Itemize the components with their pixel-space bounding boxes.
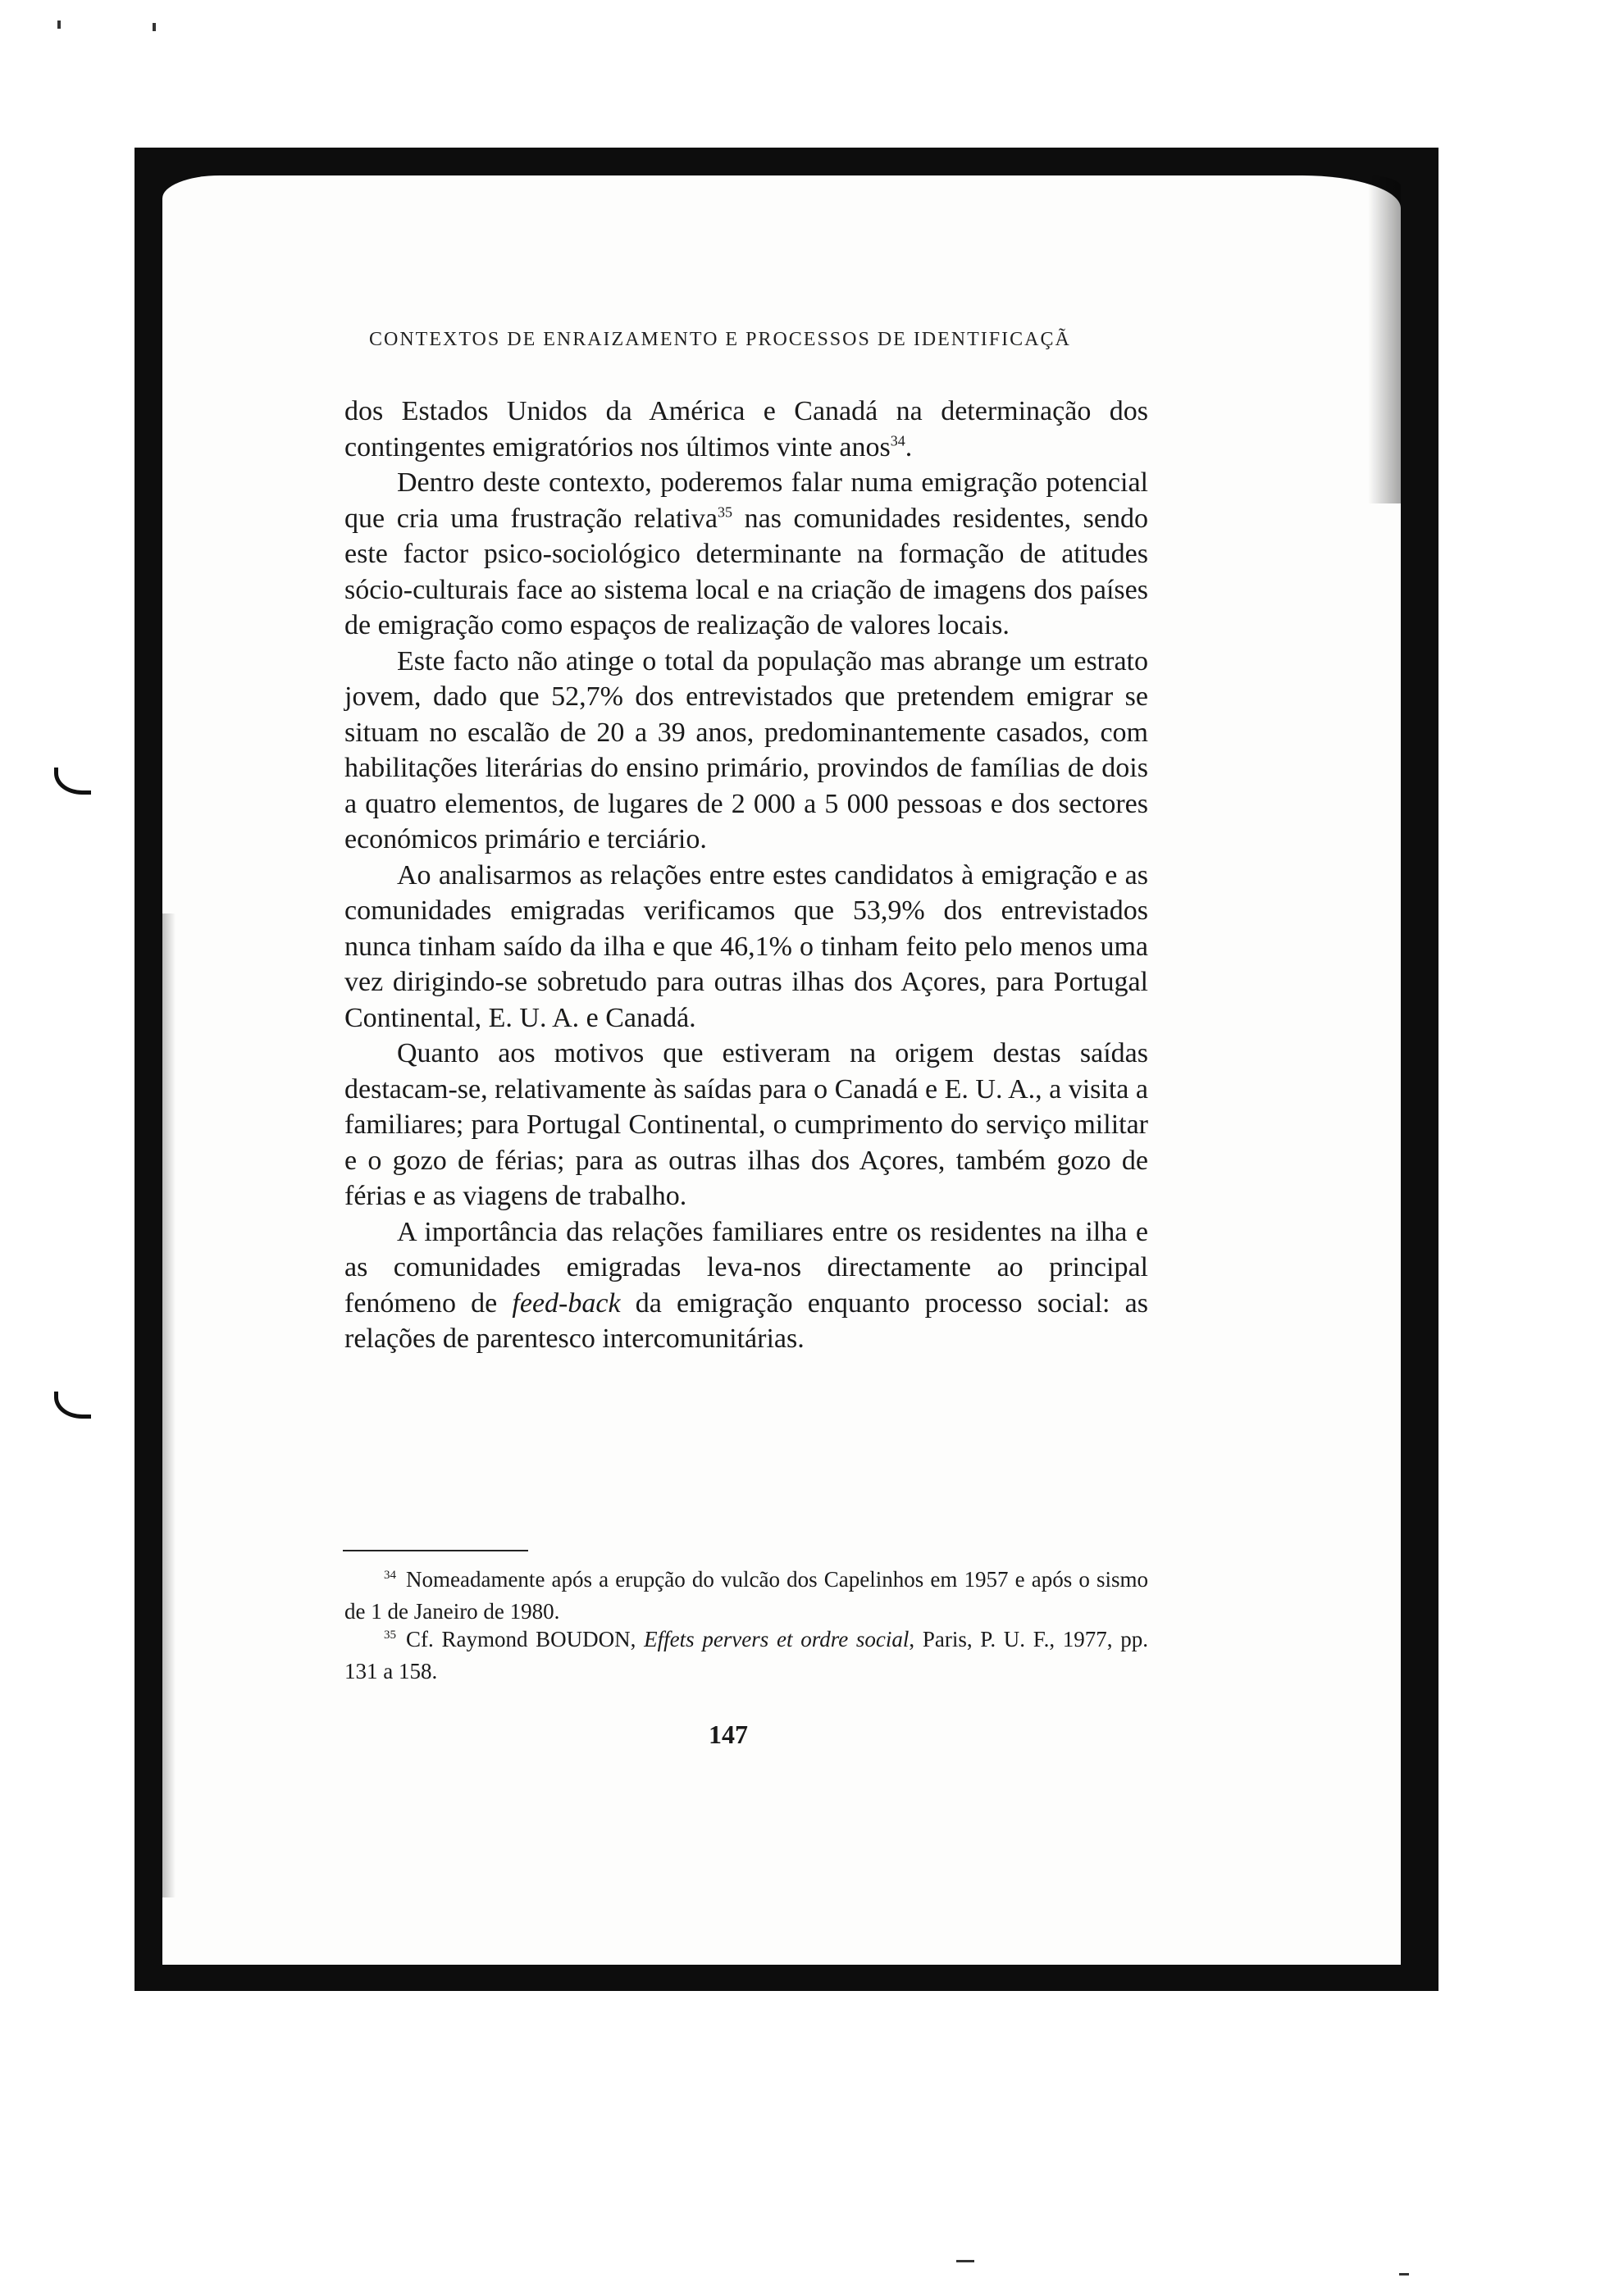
footnote-34-text: Nomeadamente após a erupção do vulcão dos Capelinhos em 1957 e após o sismo de 1 de Janeiro de 1980.: [344, 1567, 1148, 1624]
paragraph-5: [344, 1036, 1148, 1214]
paragraph-6: [344, 1214, 1148, 1357]
scan-speck: [956, 2260, 974, 2262]
footnote-35-end: , Paris, P. U. F., 1977, pp. 131 a 158.: [344, 1627, 1148, 1683]
margin-bracket-mark: [54, 1392, 91, 1419]
footnote-34: [344, 1565, 1148, 1625]
page-curl-shadow: [1368, 175, 1401, 503]
page-edge-shadow: [162, 913, 176, 1897]
paragraph-1-text: dos Estados Unidos da América e Canadá na determinação dos contingentes emigratórios nos últimos vinte anos: [344, 396, 1148, 462]
footnotes: [344, 1565, 1148, 1685]
footnote-ref-34: 34: [890, 432, 905, 449]
paragraph-3: [344, 644, 1148, 858]
paragraph-6-end: da emigração enquanto processo social: as relações de parentesco intercomunitárias.: [344, 1287, 1149, 1354]
page-number: 147: [709, 1720, 748, 1749]
margin-bracket-mark: [54, 768, 91, 795]
body-text: [344, 394, 1148, 1357]
scan-speck: [153, 23, 156, 31]
footnote-34-number: 34: [384, 1569, 396, 1582]
paragraph-1: [344, 394, 1148, 465]
paragraph-5-text: Quanto aos motivos que estiveram na origem destas saídas destacam-se, relativamente às saídas para o Canadá e E. U. A., a visita a familiares; para Portugal Continental, o cumprimento do serviço militar e o gozo de férias; para as outras ilhas dos Açores, também gozo de férias e as viagens de trabalho.: [344, 1038, 1148, 1211]
footnote-rule: [343, 1550, 528, 1551]
paragraph-4: [344, 858, 1148, 1036]
paragraph-1-end: .: [905, 431, 913, 462]
paragraph-2: [344, 465, 1148, 644]
footnote-35-title: Effets pervers et ordre social: [644, 1627, 910, 1651]
paragraph-4-text: Ao analisarmos as relações entre estes candidatos à emigração e as comunidades emigradas verificamos que 53,9% dos entrevistados nunca tinham saído da ilha e que 46,1% o tinham feito pelo menos uma vez dirigindo-se sobretudo para outras ilhas dos Açores, para Portugal Continental, E. U. A. e Canadá.: [344, 859, 1148, 1033]
scan-speck: [57, 20, 61, 29]
footnote-ref-35: 35: [717, 503, 732, 521]
paragraph-2-end: nas comunidades residentes, sendo este factor psico-sociológico determinante na formação de atitudes sócio-culturais face ao sistema local e na criação de imagens dos países de emigração como espaços de realização de valores locais.: [344, 503, 1148, 640]
paragraph-2-text: Dentro deste contexto, poderemos falar numa emigração potencial que cria uma frustração relativa: [344, 467, 1148, 534]
paragraph-6-italic-term: feed-back: [512, 1287, 621, 1319]
footnote-35-text: Cf. Raymond BOUDON,: [406, 1627, 645, 1651]
running-head: CONTEXTOS DE ENRAIZAMENTO E PROCESSOS DE IDENTIFICAÇÃ: [369, 329, 1071, 350]
footnote-35-number: 35: [384, 1629, 396, 1642]
footnote-35: [344, 1625, 1148, 1685]
scan-speck: [1399, 2273, 1409, 2276]
paragraph-3-text: Este facto não atinge o total da população mas abrange um estrato jovem, dado que 52,7% dos entrevistados que pretendem emigrar se situam no escalão de 20 a 39 anos, predominantemente casados, com habilitações literárias do ensino primário, provindos de famílias de dois a quatro elementos, de lugares de 2 000 a 5 000 pessoas e dos sectores económicos primário e terciário.: [344, 645, 1148, 854]
paragraph-6-text: A importância das relações familiares entre os residentes na ilha e as comunidades emigradas leva-nos directamente ao principal fenómeno de: [344, 1216, 1148, 1319]
